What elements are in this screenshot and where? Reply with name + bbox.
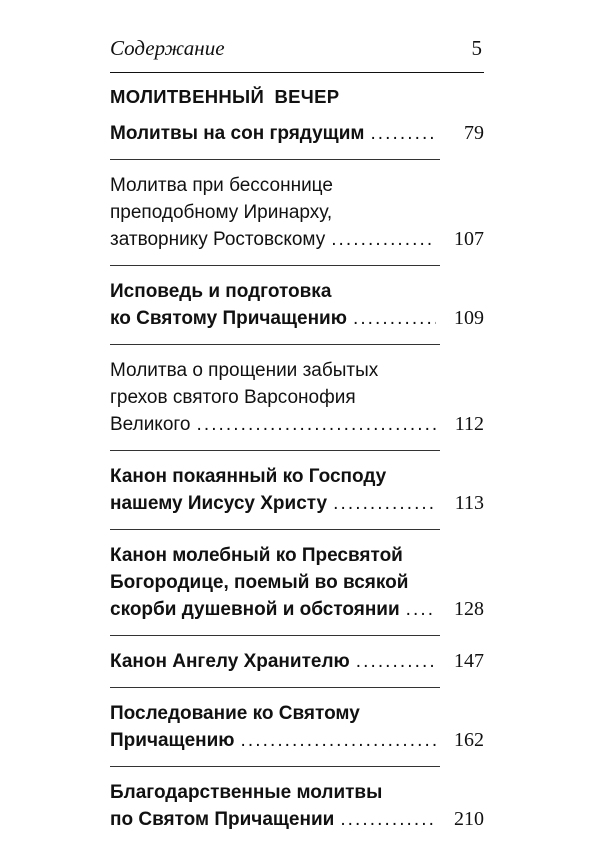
toc-entry-line bbox=[110, 648, 484, 675]
entry-separator bbox=[110, 529, 440, 530]
toc-entry-page: 162 bbox=[454, 729, 484, 751]
header-title: Содержание bbox=[110, 36, 225, 60]
section-title: МОЛИТВЕННЫЙ ВЕЧЕР bbox=[110, 86, 340, 107]
toc-entry-line bbox=[110, 357, 484, 384]
toc-entry-text: Исповедь и подготовка bbox=[110, 281, 332, 302]
toc-entry-text: скорби душевной и обстоянии bbox=[110, 599, 400, 620]
toc-entry-line bbox=[110, 278, 484, 305]
entry-separator bbox=[110, 687, 440, 688]
toc-entry-line bbox=[110, 305, 484, 332]
toc-entry[interactable] bbox=[110, 779, 484, 833]
table-of-contents bbox=[110, 120, 484, 845]
dot-leader bbox=[196, 411, 436, 438]
toc-entry-text: Великого bbox=[110, 414, 191, 435]
toc-entry-text: Канон Ангелу Хранителю bbox=[110, 651, 350, 672]
toc-entry-page: 112 bbox=[454, 413, 484, 435]
toc-entry[interactable] bbox=[110, 120, 484, 147]
toc-entry-text: нашему Иисусу Христу bbox=[110, 493, 328, 514]
toc-entry-text: Молитва при бессоннице bbox=[110, 175, 333, 196]
toc-entry-text: Молитва о прощении забытых bbox=[110, 360, 379, 381]
toc-entry-text: Молитвы на сон грядущим bbox=[110, 123, 365, 144]
toc-entry-text: Причащению bbox=[110, 730, 235, 751]
toc-entry-page: 79 bbox=[464, 122, 484, 144]
toc-entry-line bbox=[110, 490, 484, 517]
entry-separator bbox=[110, 344, 440, 345]
entry-separator bbox=[110, 159, 440, 160]
toc-entry-line bbox=[110, 463, 484, 490]
toc-entry-page: 210 bbox=[454, 808, 484, 830]
toc-entry-line bbox=[110, 199, 484, 226]
dot-leader bbox=[340, 806, 436, 833]
entry-separator bbox=[110, 766, 440, 767]
toc-entry[interactable] bbox=[110, 648, 484, 675]
toc-entry-page: 113 bbox=[454, 492, 484, 514]
toc-entry-text: грехов святого Варсонофия bbox=[110, 387, 356, 408]
page-header bbox=[110, 36, 482, 61]
toc-entry-text: преподобному Иринарху, bbox=[110, 202, 333, 223]
toc-entry-line bbox=[110, 120, 484, 147]
dot-leader bbox=[353, 305, 436, 332]
entry-separator bbox=[110, 265, 440, 266]
toc-entry-text: ко Святому Причащению bbox=[110, 308, 347, 329]
toc-entry[interactable] bbox=[110, 357, 484, 438]
dot-leader bbox=[331, 226, 436, 253]
toc-entry[interactable] bbox=[110, 700, 484, 754]
toc-entry[interactable] bbox=[110, 172, 484, 253]
toc-entry-text: по Святом Причащении bbox=[110, 809, 335, 830]
toc-entry-line bbox=[110, 596, 484, 623]
toc-entry-page: 109 bbox=[454, 307, 484, 329]
toc-entry[interactable] bbox=[110, 463, 484, 517]
toc-entry[interactable] bbox=[110, 542, 484, 623]
toc-entry-text: Канон молебный ко Пресвятой bbox=[110, 545, 403, 566]
toc-entry[interactable] bbox=[110, 278, 484, 332]
toc-entry-line bbox=[110, 226, 484, 253]
toc-entry-text: Последование ко Святому bbox=[110, 703, 360, 724]
dot-leader bbox=[406, 596, 436, 623]
toc-entry-text: Канон покаянный ко Господу bbox=[110, 466, 387, 487]
toc-entry-line bbox=[110, 806, 484, 833]
header-rule bbox=[110, 72, 484, 73]
toc-entry-line bbox=[110, 569, 484, 596]
toc-entry-line bbox=[110, 700, 484, 727]
toc-entry-page: 128 bbox=[454, 598, 484, 620]
dot-leader bbox=[370, 120, 436, 147]
toc-entry-line bbox=[110, 384, 484, 411]
toc-entry-line bbox=[110, 542, 484, 569]
page-number: 5 bbox=[471, 36, 482, 60]
toc-entry-text: затворнику Ростовскому bbox=[110, 229, 326, 250]
toc-entry-line bbox=[110, 411, 484, 438]
toc-entry-text: Благодарственные молитвы bbox=[110, 782, 383, 803]
toc-entry-line bbox=[110, 779, 484, 806]
entry-separator bbox=[110, 450, 440, 451]
entry-separator bbox=[110, 635, 440, 636]
toc-entry-page: 107 bbox=[454, 228, 484, 250]
toc-entry-text: Богородице, поемый во всякой bbox=[110, 572, 409, 593]
toc-entry-page: 147 bbox=[454, 650, 484, 672]
dot-leader bbox=[333, 490, 436, 517]
dot-leader bbox=[356, 648, 436, 675]
toc-entry-line bbox=[110, 172, 484, 199]
